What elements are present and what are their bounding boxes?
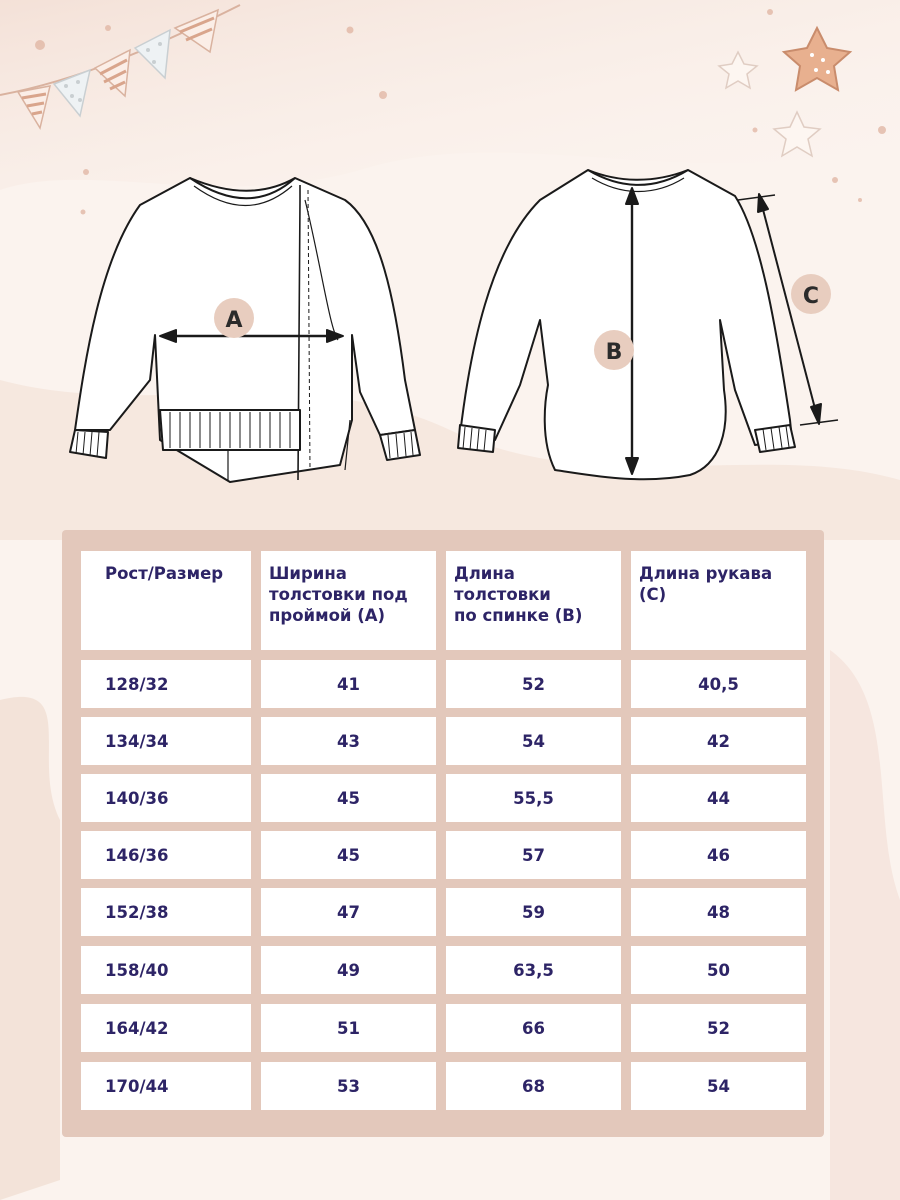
- table-row-length: 57: [446, 831, 621, 879]
- header-line: Длина рукава: [639, 564, 773, 583]
- table-row-sleeve: 44: [631, 774, 806, 822]
- label-b: B: [605, 340, 623, 365]
- header-width-a: [261, 551, 436, 650]
- back-sweatshirt-drawing: [458, 170, 838, 479]
- table-row-sleeve: 42: [631, 717, 806, 765]
- table-row-sleeve: 52: [631, 1004, 806, 1052]
- header-line: проймой (A): [269, 606, 386, 625]
- header-sleeve-c: [631, 551, 806, 650]
- header-length-b: [446, 551, 621, 650]
- table-row-size: 134/34: [81, 717, 251, 765]
- table-row-length: 66: [446, 1004, 621, 1052]
- header-line: Ширина: [269, 564, 347, 583]
- table-row-length: 52: [446, 660, 621, 708]
- header-height-size: [81, 551, 251, 650]
- size-diagram: [0, 0, 900, 520]
- header-line: (C): [639, 585, 667, 604]
- table-row-size: 140/36: [81, 774, 251, 822]
- table-row-size: 146/36: [81, 831, 251, 879]
- table-row-width: 47: [261, 888, 436, 936]
- table-row-sleeve: 48: [631, 888, 806, 936]
- size-table: [62, 530, 824, 1137]
- label-a: A: [225, 308, 243, 333]
- header-line: толстовки под: [269, 585, 408, 604]
- table-row-sleeve: 50: [631, 946, 806, 994]
- label-c: C: [802, 284, 820, 309]
- bunting-decoration: [0, 5, 240, 128]
- table-row-length: 55,5: [446, 774, 621, 822]
- table-row-width: 41: [261, 660, 436, 708]
- table-row-width: 43: [261, 717, 436, 765]
- table-row-size: 170/44: [81, 1062, 251, 1110]
- table-row-size: 164/42: [81, 1004, 251, 1052]
- table-row-length: 68: [446, 1062, 621, 1110]
- header-line: Рост/Размер: [105, 564, 224, 583]
- table-row-sleeve: 46: [631, 831, 806, 879]
- table-row-length: 63,5: [446, 946, 621, 994]
- table-row-width: 53: [261, 1062, 436, 1110]
- star-decoration: [719, 28, 850, 156]
- table-row-width: 51: [261, 1004, 436, 1052]
- table-row-size: 158/40: [81, 946, 251, 994]
- header-line: Длина толстовки: [454, 564, 551, 604]
- header-line: по спинке (B): [454, 606, 583, 625]
- table-row-length: 59: [446, 888, 621, 936]
- table-row-length: 54: [446, 717, 621, 765]
- table-row-sleeve: 54: [631, 1062, 806, 1110]
- table-row-width: 49: [261, 946, 436, 994]
- table-row-size: 128/32: [81, 660, 251, 708]
- table-row-width: 45: [261, 831, 436, 879]
- table-row-sleeve: 40,5: [631, 660, 806, 708]
- table-row-width: 45: [261, 774, 436, 822]
- table-row-size: 152/38: [81, 888, 251, 936]
